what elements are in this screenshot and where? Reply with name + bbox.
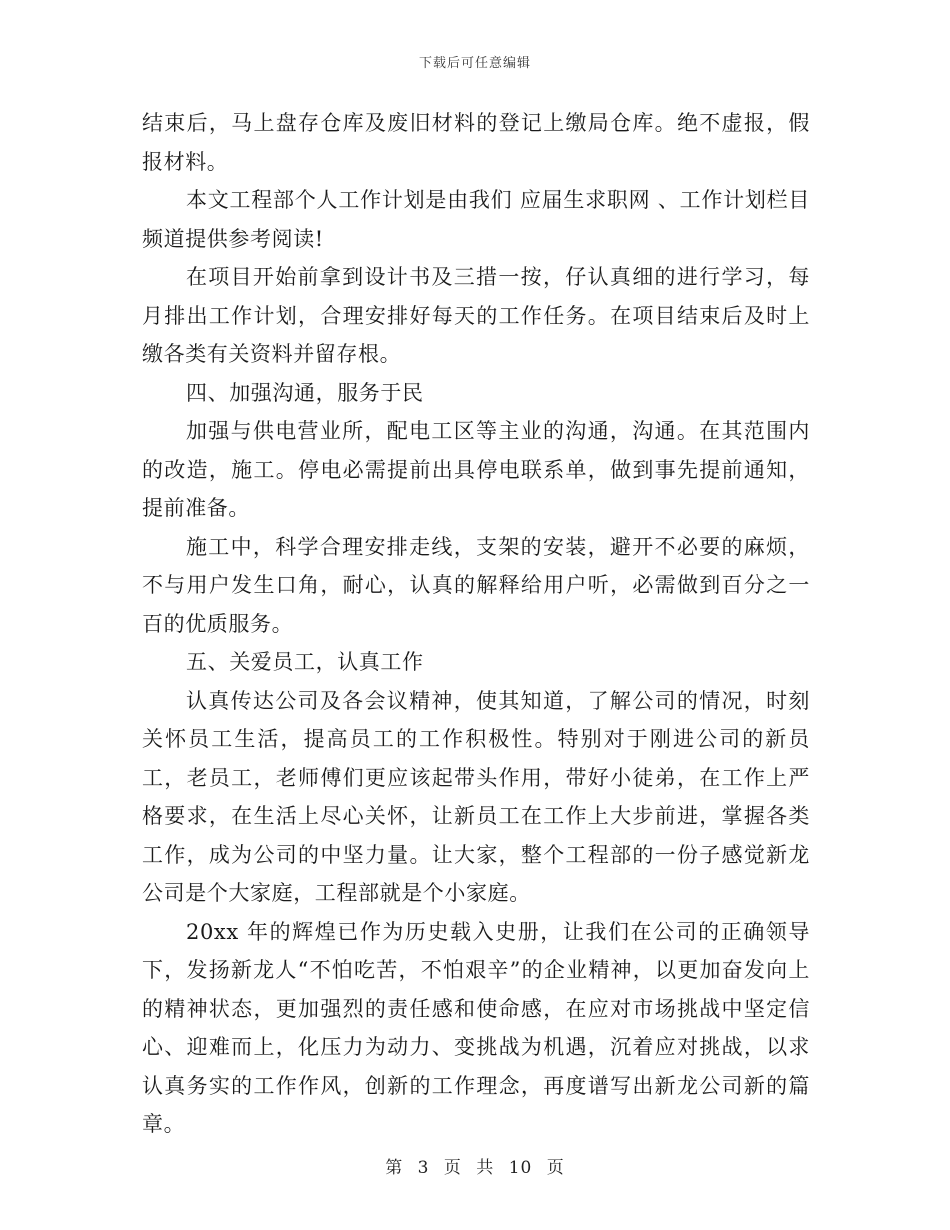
paragraph: 本文工程部个人工作计划是由我们 应届生求职网 、工作计划栏目频道提供参考阅读! [142, 188, 810, 251]
page-number: 第 3 页 共 10 页 [385, 1158, 565, 1178]
paragraph: 加强与供电营业所，配电工区等主业的沟通，沟通。在其范围内的改造，施工。停电必需提前出具停电联系单，做到事先提前通知，提前准备。 [142, 419, 810, 520]
paragraph: 结束后，马上盘存仓库及废旧材料的登记上缴局仓库。绝不虚报，假报材料。 [142, 111, 810, 174]
document-body [142, 104, 810, 1144]
paragraph: 20xx 年的辉煌已作为历史载入史册，让我们在公司的正确领导下，发扬新龙人“不怕吃苦，不怕艰辛”的企业精神，以更加奋发向上的精神状态，更加强烈的责任感和使命感，在应对市场挑战中坚定信心、迎难而上，化压力为动力、变挑战为机遇，沉着应对挑战，以求认真务实的工作作风，创新的工作理念，再度谱写出新龙公司新的篇章。 [142, 919, 810, 1136]
section-heading: 五、关爱员工，认真工作 [186, 650, 424, 674]
header-note: 下载后可任意编辑 [418, 56, 531, 71]
paragraph: 认真传达公司及各会议精神，使其知道，了解公司的情况，时刻关怀员工生活，提高员工的工作积极性。特别对于刚进公司的新员工，老员工，老师傅们更应该起带头作用，带好小徒弟，在工作上严格要求，在生活上尽心关怀，让新员工在工作上大步前进，掌握各类工作，成为公司的中坚力量。让大家，整个工程部的一份子感觉新龙公司是个大家庭，工程部就是个小家庭。 [142, 688, 810, 905]
paragraph: 施工中，科学合理安排走线，支架的安装，避开不必要的麻烦，不与用户发生口角，耐心，认真的解释给用户听，必需做到百分之一百的优质服务。 [142, 534, 810, 636]
paragraph: 在项目开始前拿到设计书及三措一按，仔认真细的进行学习，每月排出工作计划，合理安排好每天的工作任务。在项目结束后及时上缴各类有关资料并留存根。 [142, 265, 810, 366]
section-heading: 四、加强沟通，服务于民 [186, 380, 424, 405]
